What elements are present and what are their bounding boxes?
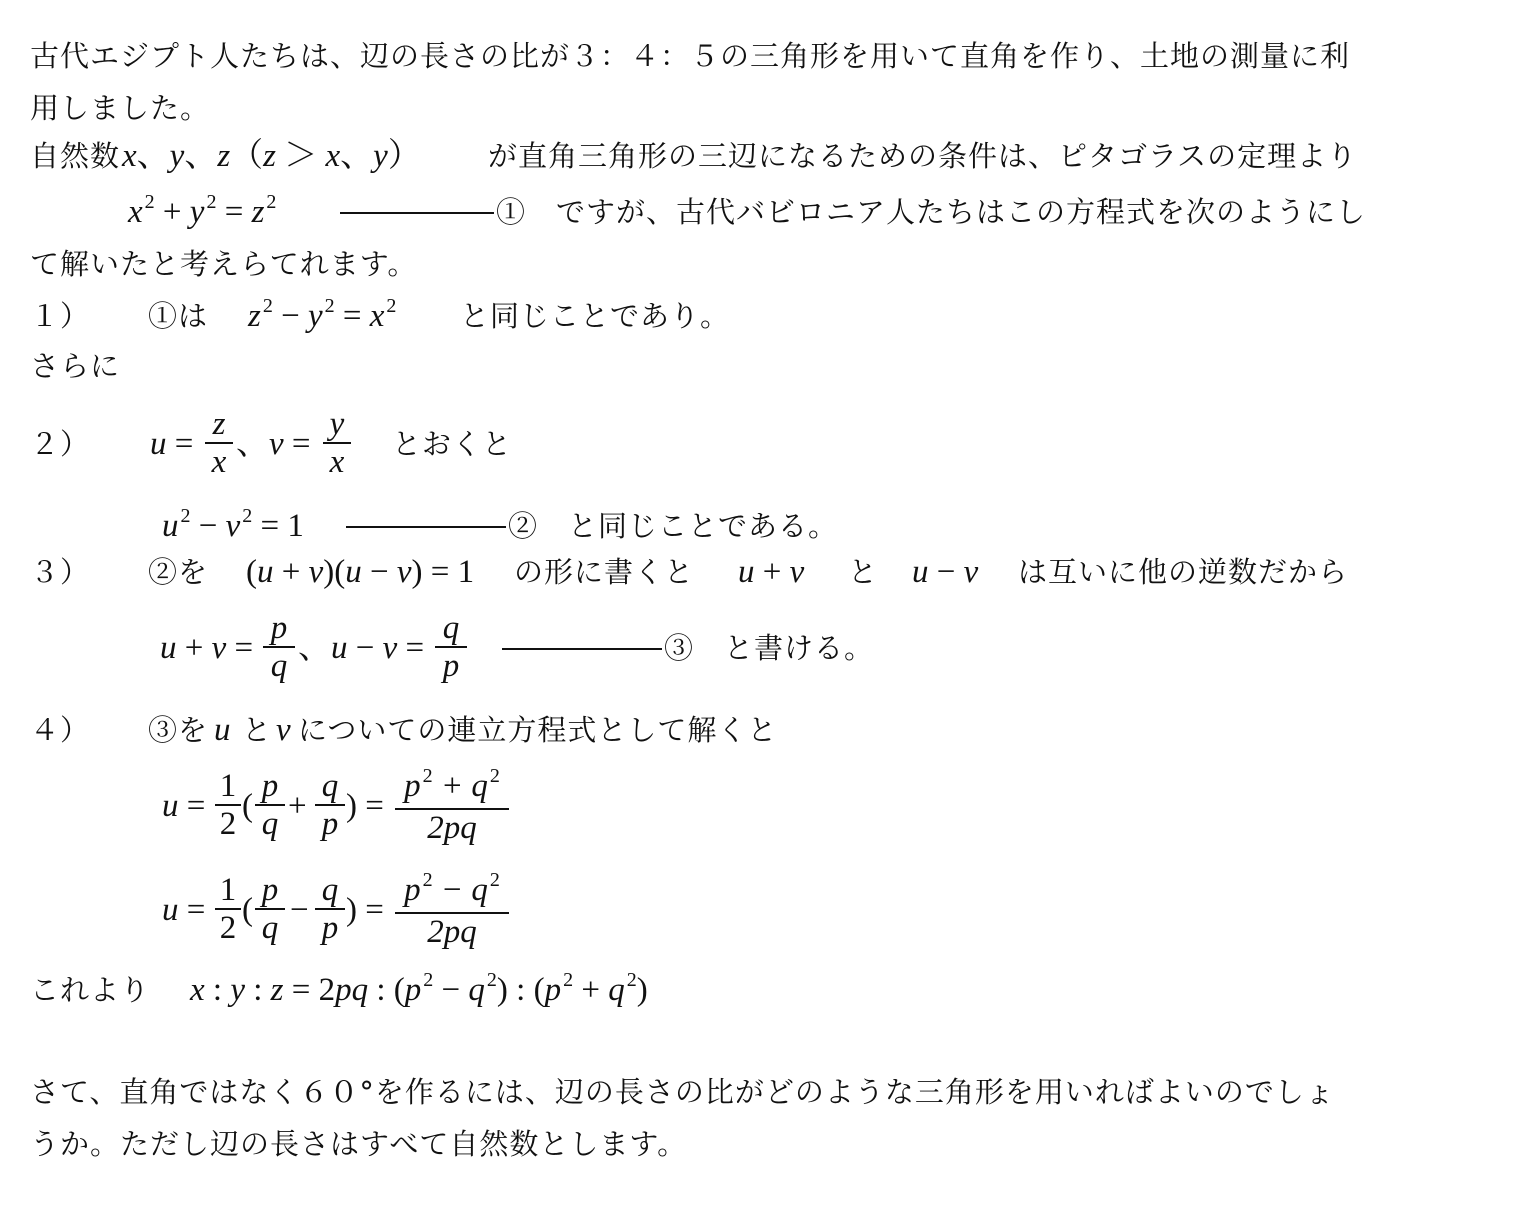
step-3-text-c: と <box>848 555 879 589</box>
intro-line-2: 用しました。 <box>30 91 211 125</box>
equation-1-leader <box>340 212 494 214</box>
step-2-label: ２） <box>30 427 91 461</box>
step-3-text-a: ②を <box>148 555 209 589</box>
step-4-text-b: と <box>242 713 273 747</box>
step-1-then: さらに <box>30 349 121 383</box>
intro-line-5: て解いたと考えらてれます。 <box>30 247 418 281</box>
variables-condition: x、y、z（z ＞ x、y） <box>122 138 421 174</box>
fraction-p2-minus-q2: p $^2$ − q $^2$ 2pq <box>394 872 510 950</box>
fraction-one-half-a: 1 2 <box>214 768 242 842</box>
v-equals: 、v = <box>236 426 311 462</box>
paren-close-eq-b: ) = <box>346 892 384 928</box>
step-2-text-b: ② と同じことである。 <box>508 509 839 543</box>
step-3-text-e: ③ と書ける。 <box>664 631 875 665</box>
step-4-text-c: についての連立方程式として解くと <box>298 713 778 747</box>
step-2-text-a: とおくと <box>392 427 513 461</box>
equation-1-after: ① ですが、古代バビロニア人たちはこの方程式を次のようにし <box>496 195 1367 229</box>
step-3-text-d: は互いに他の逆数だから <box>1018 555 1349 589</box>
fraction-p2-plus-q2: p $^2$ + q $^2$ 2pq <box>394 768 510 846</box>
fraction-q-over-p-b: q p <box>314 872 346 946</box>
fraction-z-over-x: z x <box>204 406 234 480</box>
factored-equation: (u + v)(u − v) = 1 <box>246 554 475 590</box>
step-1-equation: z $^2$ − y $^2$ = x $^2$ <box>248 295 397 334</box>
step-4-text-a: ③を <box>148 713 209 747</box>
paren-open-a: ( <box>242 788 253 824</box>
result-ratio: x : y : z = 2pq : (p $^2$ − q $^2$) : (p $^2$ + q $^2$) <box>190 969 648 1008</box>
fraction-q-over-p: q p <box>434 610 468 684</box>
solution-v-lhs: u = <box>162 892 206 928</box>
step-4-label: ４） <box>30 713 91 747</box>
fraction-one-half-b: 1 2 <box>214 872 242 946</box>
step-1-text-a: ①は <box>148 299 209 333</box>
fraction-q-over-p-a: q p <box>314 768 346 842</box>
question-line-1: さて、直角ではなく６０°を作るには、辺の長さの比がどのような三角形を用いればよいのでしょ <box>30 1075 1335 1109</box>
intro-line-1: 古代エジプト人たちは、辺の長さの比が３：４：５の三角形を用いて直角を作り、土地の測量に利 <box>30 39 1351 73</box>
var-u: u <box>214 712 231 748</box>
fraction-p-over-q: p q <box>262 610 296 684</box>
result-text: これより <box>30 973 151 1007</box>
step-1-label: １） <box>30 299 91 333</box>
paren-close-eq-a: ) = <box>346 788 384 824</box>
u-minus-v: u − v <box>912 554 979 590</box>
equation-3-leader <box>502 648 662 650</box>
u-equals: u = <box>150 426 194 462</box>
intro-line-3b: が直角三角形の三辺になるための条件は、ピタゴラスの定理より <box>488 139 1358 173</box>
question-line-2: うか。ただし辺の長さはすべて自然数とします。 <box>30 1127 688 1161</box>
u-plus-v-equals: u + v = <box>160 630 254 666</box>
fraction-y-over-x: y x <box>322 406 352 480</box>
intro-line-3a: 自然数 <box>30 139 121 173</box>
fraction-p-over-q-a: p q <box>254 768 286 842</box>
u-plus-v: u + v <box>738 554 805 590</box>
step-3-label: ３） <box>30 555 91 589</box>
fraction-p-over-q-b: p q <box>254 872 286 946</box>
solution-u-lhs: u = <box>162 788 206 824</box>
equation-2: u $^2$ − v $^2$ = 1 <box>162 505 304 544</box>
step-3-text-b: の形に書くと <box>514 555 695 589</box>
step-1-text-b: と同じことであり。 <box>460 299 731 333</box>
minus-sign: − <box>290 892 309 928</box>
plus-sign: + <box>288 788 307 824</box>
paren-open-b: ( <box>242 892 253 928</box>
u-minus-v-equals: 、u − v = <box>298 630 425 666</box>
var-v: v <box>276 712 291 748</box>
equation-1: x $^2$ + y $^2$ = z $^2$ <box>128 191 277 230</box>
equation-2-leader <box>346 526 506 528</box>
